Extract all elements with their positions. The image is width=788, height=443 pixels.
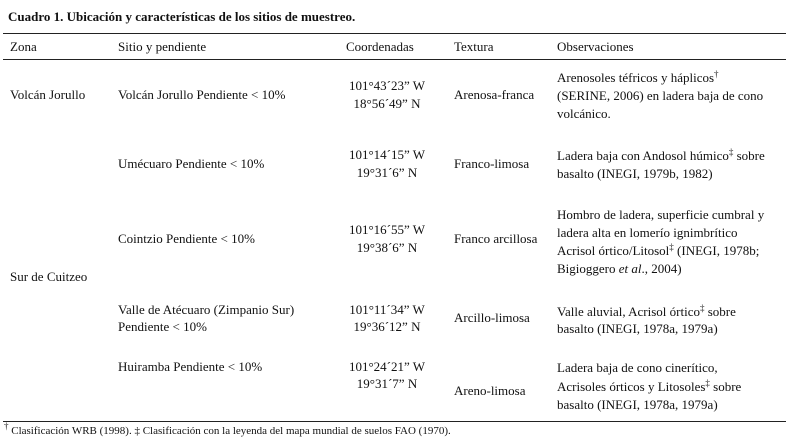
row1-coord-n: 18°56´49” N (353, 96, 421, 111)
row4-coord-n: 19°36´12” N (353, 319, 421, 334)
header-coordenadas: Coordenadas (346, 39, 414, 54)
row1-obs-line3: volcánico. (557, 106, 611, 121)
row5-obs-line2 (557, 378, 741, 396)
row4-obs-line2: basalto (INEGI, 1978a, 1979a) (557, 321, 718, 336)
row1-obs-line1 (557, 69, 719, 87)
row2-obs-line2: basalto (INEGI, 1979b, 1982) (557, 166, 713, 181)
row3-coord-w: 101°16´55” W (348, 222, 426, 237)
footnote-wrb: Clasificación WRB (1998). (8, 425, 135, 437)
header-rule (3, 59, 786, 60)
zone-volcan-jorullo: Volcán Jorullo (10, 87, 86, 102)
row3-coord-n: 19°38´6” N (356, 240, 418, 255)
row2-textura: Franco-limosa (454, 156, 530, 171)
table-footnote (4, 421, 451, 438)
table-caption: Cuadro 1. Ubicación y características de los sitios de muestreo. (8, 9, 356, 24)
row2-obs-tail: sobre (733, 148, 765, 163)
dagger-mark: † (714, 69, 719, 79)
row5-textura: Areno-limosa (454, 383, 526, 398)
ddagger-mark: ‡ (134, 425, 140, 437)
row4-obs-text: Valle aluvial, Acrisol órtico (557, 304, 700, 319)
row2-sitio: Umécuaro Pendiente < 10% (118, 156, 265, 171)
ddagger-mark: ‡ (705, 378, 710, 388)
row1-obs-line2: (SERINE, 2006) en ladera baja de cono (557, 88, 764, 103)
header-observaciones: Observaciones (557, 39, 634, 54)
ddagger-mark: ‡ (699, 303, 705, 313)
ddagger-mark: ‡ (728, 147, 734, 157)
row3-obs-line4 (557, 260, 682, 278)
row3-sitio: Cointzio Pendiente < 10% (118, 231, 255, 246)
row2-coord-n: 19°31´6” N (356, 165, 418, 180)
row5-obs-line3: basalto (INEGI, 1978a, 1979a) (557, 397, 718, 412)
row2-obs-line1 (557, 147, 765, 165)
row4-coord-w: 101°11´34” W (349, 302, 425, 317)
row5-sitio: Huiramba Pendiente < 10% (118, 359, 263, 374)
header-zona: Zona (10, 39, 37, 54)
row5-obs-tail: sobre (709, 379, 742, 394)
ddagger-mark: ‡ (669, 242, 674, 252)
row3-obs-line2: ladera alta en lomerío ignimbrítico (557, 225, 738, 240)
row4-obs-line1 (557, 303, 736, 321)
row5-obs-line1: Ladera baja de cono cinerítico, (557, 360, 718, 375)
row4-sitio-line1: Valle de Atécuaro (Zimpanio Sur) (118, 302, 295, 317)
row2-obs-text: Ladera baja con Andosol húmico (557, 148, 729, 163)
row1-textura: Arenosa-franca (454, 87, 535, 102)
row3-obs-line3 (557, 242, 759, 260)
row3-obs-etal: et al (618, 261, 642, 276)
row3-obs-tail: (INEGI, 1978b; (673, 243, 760, 258)
row4-obs-tail: sobre (704, 304, 736, 319)
row3-obs-year: ., 2004) (641, 261, 682, 276)
row1-obs-text: Arenosoles téfricos y háplicos (557, 70, 715, 85)
row3-obs-text: Acrisol órtico/Litosol (557, 243, 670, 258)
row3-textura: Franco arcillosa (454, 231, 538, 246)
header-textura: Textura (454, 39, 494, 54)
row1-sitio: Volcán Jorullo Pendiente < 10% (118, 87, 286, 102)
header-sitio: Sitio y pendiente (118, 39, 207, 54)
row2-coord-w: 101°14´15” W (348, 147, 426, 162)
row4-sitio-line2: Pendiente < 10% (118, 319, 207, 334)
bottom-rule (3, 421, 786, 422)
footnote-fao: Clasificación con la leyenda del mapa mundial de suelos FAO (1970). (139, 425, 451, 437)
row5-coord-w: 101°24´21” W (348, 359, 426, 374)
zone-sur-de-cuitzeo: Sur de Cuitzeo (10, 269, 88, 284)
row4-textura: Arcillo-limosa (454, 310, 530, 325)
row3-obs-line1: Hombro de ladera, superficie cumbral y (557, 207, 765, 222)
row1-coord-w: 101°43´23” W (348, 78, 426, 93)
dagger-mark: † (4, 421, 9, 431)
row3-obs-author: Bigioggero (557, 261, 619, 276)
row5-obs-text: Acrisoles órticos y Litosoles (557, 379, 706, 394)
top-rule (3, 33, 786, 34)
row5-coord-n: 19°31´7” N (356, 376, 418, 391)
